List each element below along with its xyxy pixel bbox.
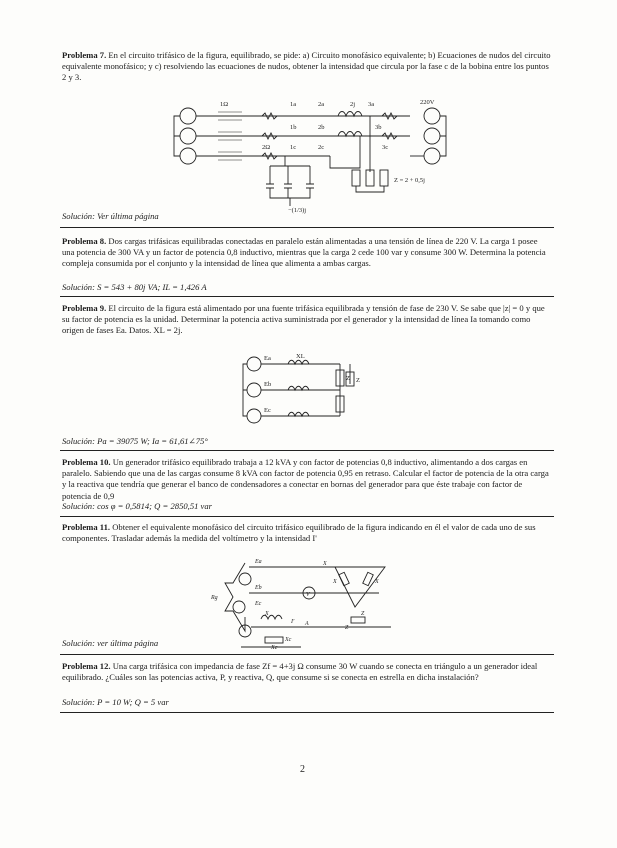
divider — [60, 450, 554, 451]
svg-text:2Ω: 2Ω — [262, 144, 271, 151]
svg-text:Xc: Xc — [285, 637, 292, 643]
problem-11 — [62, 522, 552, 544]
problem-solution: Solución: Pa = 39075 W; Ia = 61,61∠75° — [62, 436, 208, 446]
problem-solution: Solución: S = 543 + 80j VA; IL = 1,426 A — [62, 282, 207, 292]
figure-problem-7 — [170, 96, 460, 214]
problem-text: En el circuito trifásico de la figura, equilibrado, se pide: a) Circuito monofásico equivalente; b) Ecuaciones de nudos del circuito equivalente monofásico; y c) resolviendo las ecuaciones de nudos, obtener la intensidad que circula por la fase c de la bobina entre los puntos 2 y 3. — [62, 50, 551, 83]
svg-text:Z: Z — [356, 377, 360, 384]
svg-text:Eb: Eb — [255, 585, 262, 591]
problem-solution: Solución: Ver última página — [62, 211, 159, 221]
problem-title: Problema 7. — [62, 50, 107, 60]
problem-text: Dos cargas trifásicas equilibradas conectadas en paralelo están alimentadas a una tensión de línea de 220 V. La carga 1 posee una potencia de 300 VA y un factor de potencia 0,8 inductivo, mientras que la carga 2 cede 100 var y consume 300 W. Determina la potencia compleja consumida por el conjunto y la intensidad de línea que alimenta a ambas cargas. — [62, 236, 546, 269]
figure-problem-9 — [240, 350, 390, 432]
problem-title: Problema 10. — [62, 457, 111, 467]
svg-text:Ea: Ea — [255, 559, 262, 565]
svg-text:Z: Z — [346, 375, 350, 382]
svg-text:Z: Z — [345, 625, 349, 631]
page-number: 2 — [300, 764, 305, 775]
svg-text:X: X — [333, 579, 337, 585]
svg-text:2b: 2b — [318, 124, 325, 131]
svg-text:I': I' — [291, 619, 295, 625]
svg-text:2j: 2j — [350, 101, 356, 108]
svg-text:220V: 220V — [420, 99, 435, 106]
problem-9 — [62, 303, 552, 337]
divider — [60, 227, 554, 228]
problem-title: Problema 11. — [62, 522, 111, 532]
problem-8 — [62, 236, 552, 270]
svg-text:−(1/3)j: −(1/3)j — [288, 207, 307, 214]
svg-text:Eb: Eb — [264, 381, 272, 388]
divider — [60, 516, 554, 517]
svg-text:Rg: Rg — [211, 595, 218, 601]
divider — [60, 654, 554, 655]
svg-text:3a: 3a — [368, 101, 375, 108]
problem-text: Obtener el equivalente monofásico del circuito trifásico equilibrado de la figura indicando en él el valor de cada uno de sus componentes. Trasladar además la medida del voltímetro y la intensidad I' — [62, 522, 536, 544]
svg-text:XL: XL — [296, 353, 305, 360]
svg-text:2a: 2a — [318, 101, 325, 108]
svg-text:2c: 2c — [318, 144, 325, 151]
svg-text:−Xc: −Xc — [267, 645, 278, 651]
svg-text:V: V — [306, 592, 310, 598]
problem-title: Problema 9. — [62, 303, 107, 313]
source-a — [180, 108, 196, 124]
source-b — [180, 128, 196, 144]
svg-text:Z = 2 + 0,5j: Z = 2 + 0,5j — [394, 177, 425, 184]
svg-text:3b: 3b — [375, 124, 382, 131]
svg-text:X: X — [375, 579, 379, 585]
problem-title: Problema 8. — [62, 236, 107, 246]
svg-text:Ec: Ec — [255, 601, 262, 607]
problem-12 — [62, 661, 552, 683]
svg-text:A: A — [305, 621, 309, 627]
svg-text:1b: 1b — [290, 124, 297, 131]
problem-solution: Solución: P = 10 W; Q = 5 var — [62, 697, 169, 707]
figure-problem-11 — [205, 553, 405, 653]
svg-text:3c: 3c — [382, 144, 389, 151]
svg-text:1Ω: 1Ω — [220, 101, 229, 108]
source-c — [180, 148, 196, 164]
divider — [60, 712, 554, 713]
svg-text:1c: 1c — [290, 144, 297, 151]
problem-solution: Solución: cos φ = 0,5814; Q = 2850,51 var — [62, 501, 213, 511]
svg-text:Z: Z — [361, 611, 365, 617]
problem-text: El circuito de la figura está alimentado por una fuente trifásica equilibrada y tensión de fase de 230 V. Se sabe que |z| = 0 y que su factor de potencia es la unidad. Determinar la potencia activa suministrada por el generador y la intensidad de línea Ia tomando como origen de fases Ea. Datos. XL = 2j. — [62, 303, 545, 336]
problem-text: Un generador trifásico equilibrado trabaja a 12 kVA y con factor de potencias 0,8 inductivo, alimentando a dos cargas en paralelo. Sabiendo que una de las cargas consume 8 kVA con factor de potencia 0,95 en retraso. Calcular el factor de potencia de la otra carga y la reactiva que tendría que generar el banco de condensadores a conectar en bornas del generador para que éste trabaje con factor de potencia de 0,9 — [62, 457, 549, 501]
problem-title: Problema 12. — [62, 661, 111, 671]
svg-text:1a: 1a — [290, 101, 297, 108]
svg-text:Ea: Ea — [264, 355, 271, 362]
problem-10 — [62, 457, 552, 502]
divider — [60, 296, 554, 297]
svg-text:X: X — [265, 611, 269, 617]
svg-text:X: X — [323, 561, 327, 567]
problem-solution: Solución: ver última página — [62, 638, 159, 648]
svg-text:Ec: Ec — [264, 407, 271, 414]
problem-7 — [62, 50, 552, 84]
problem-text: Una carga trifásica con impedancia de fase Zf = 4+3j Ω consume 30 W cuando se conecta en triángulo a un generador ideal equilibrado. ¿Cuáles son las potencias activa, P, y reactiva, Q, que consume si se conecta en estrella en dicha instalación? — [62, 661, 538, 683]
